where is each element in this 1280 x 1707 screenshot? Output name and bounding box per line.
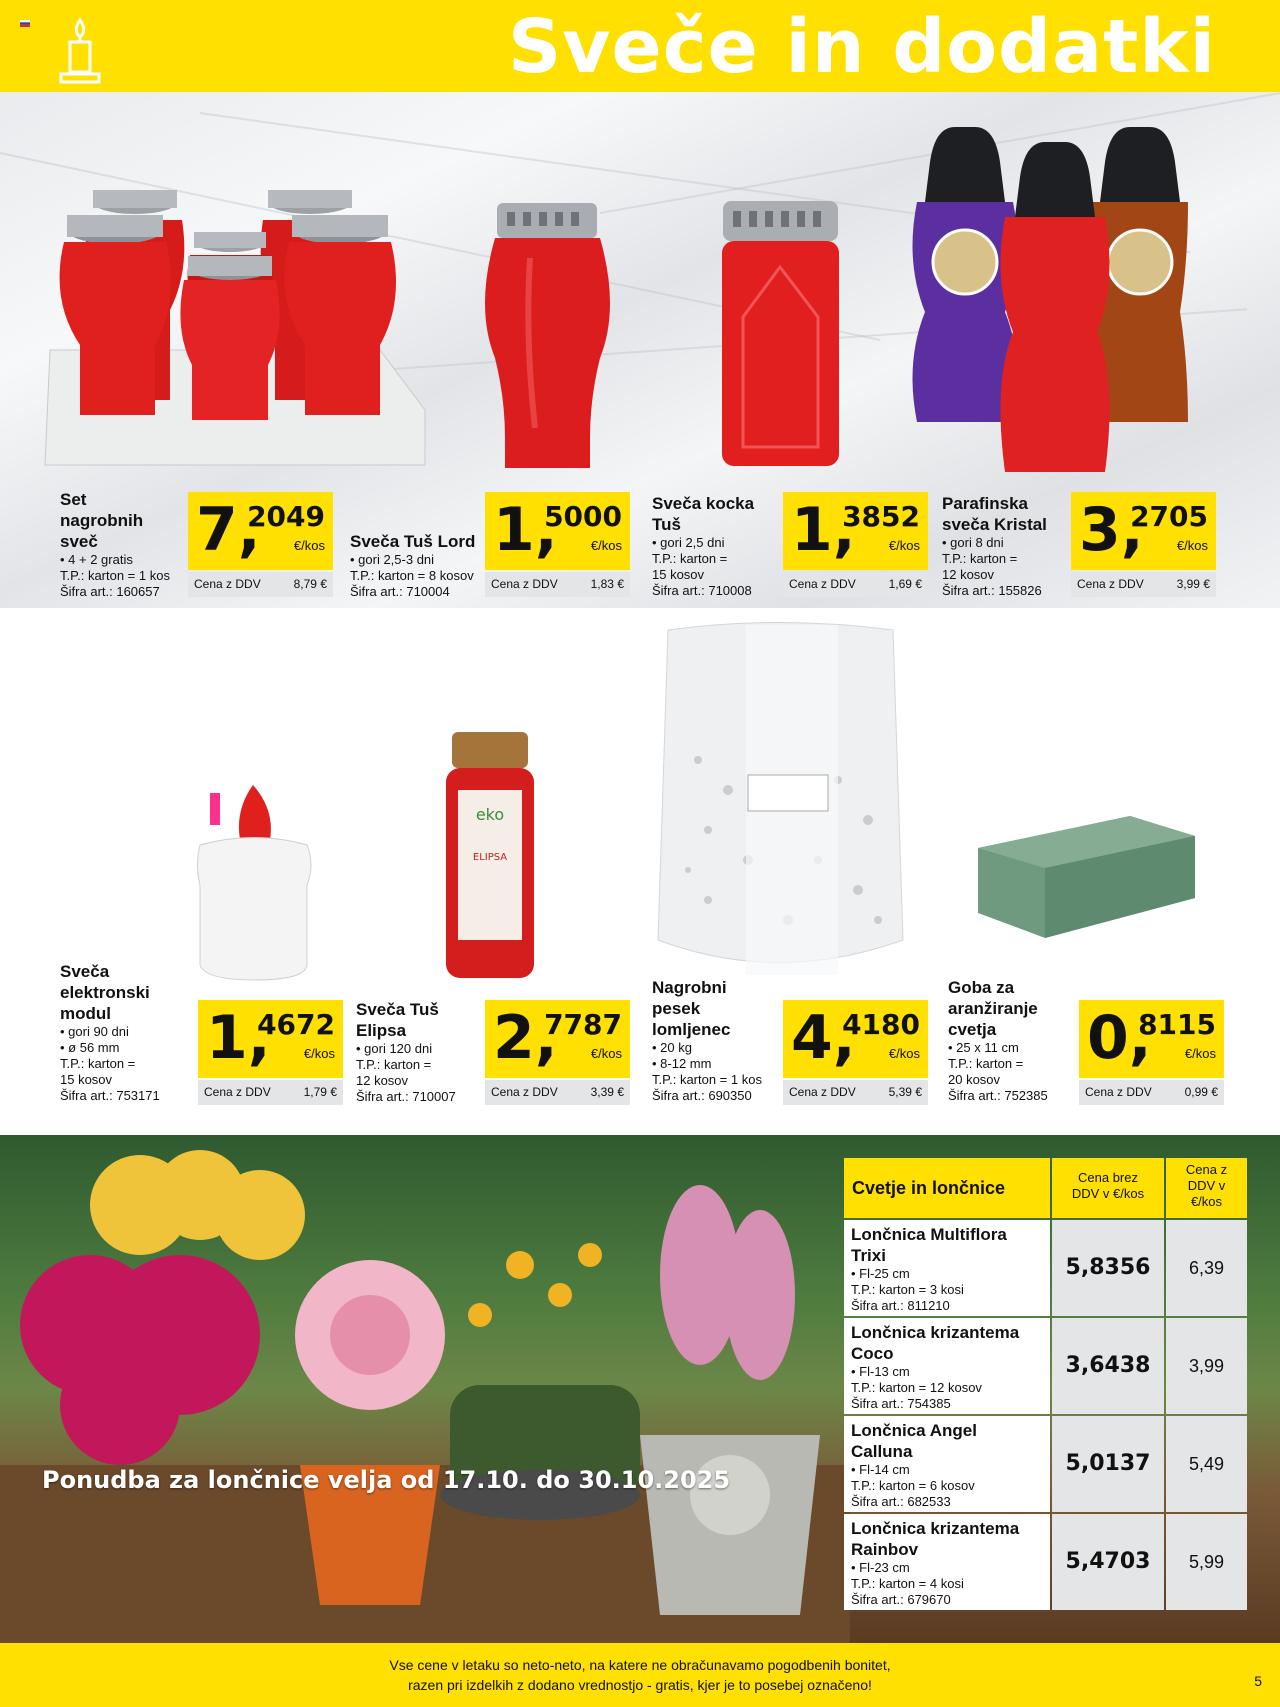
page-footer [0,1643,1280,1707]
footer-note: Vse cene v letaku so neto-neto, na katere ne obračunavamo pogodbenih bonitet, razen pri izdelkih z dodano vrednostjo - gratis, kjer je to posebej označeno! [389,1657,891,1693]
product-goba-za-aranziranje: Goba za aranžiranje cvetja • 25 x 11 cm T.P.: karton = 20 kosov Šifra art.: 752385 [948,978,1048,1103]
flag-icon [20,20,30,27]
price-box: 1, 5000 €/kos Cena z DDV 1,83 € [485,492,630,600]
product-sveca-tus-lord: Sveča Tuš Lord • gori 2,5-3 dni T.P.: karton = 8 kosov Šifra art.: 710004 [350,532,476,599]
price-box: 2, 7787 €/kos Cena z DDV 3,39 € [485,1000,630,1108]
table-row: Lončnica Multiflora Trixi • Fl-25 cm T.P.: karton = 3 kosi Šifra art.: 811210 5,8356 6,39 [844,1220,1247,1316]
promo-validity: Ponudba za lončnice velja od 17.10. do 30.10.2025 [42,1466,731,1494]
product-sveca-elektronski-modul: Sveča elektronski modul • gori 90 dni • ø 56 mm T.P.: karton = 15 kosov Šifra art.: 753171 [60,962,160,1103]
gravel-bag-image [648,620,913,985]
product-nagrobni-pesek-lomljenec: Nagrobni pesek lomljenec • 20 kg • 8-12 mm T.P.: karton = 1 kos Šifra art.: 690350 [652,978,762,1103]
svg-text:ELIPSA: ELIPSA [472,852,508,863]
price-box: 7, 2049 €/kos Cena z DDV 8,79 € [188,492,333,600]
price-box: 4, 4180 €/kos Cena z DDV 5,39 € [783,1000,928,1108]
page-title: Sveče in dodatki [507,4,1216,90]
product-set-nagrobnih-svec: Set nagrobnih sveč • 4 + 2 gratis T.P.: karton = 1 kos Šifra art.: 160657 [60,490,170,599]
svg-text:eko: eko [475,805,505,824]
table-header: Cvetje in lončnice Cena brez DDV v €/kos Cena z DDV v €/kos [844,1158,1247,1218]
flowers-photo [0,1135,850,1643]
candle-lord-image [475,198,620,483]
candle-set-image [40,180,430,470]
electronic-module-image [195,785,315,985]
product-sveca-tus-elipsa: Sveča Tuš Elipsa • gori 120 dni T.P.: karton = 12 kosov Šifra art.: 710007 [356,1000,456,1104]
candle-kocka-image [718,197,843,472]
table-row: Lončnica krizantema Coco • Fl-13 cm T.P.: karton = 12 kosov Šifra art.: 754385 3,6438 3,99 [844,1318,1247,1414]
price-box: 1, 4672 €/kos Cena z DDV 1,79 € [198,1000,343,1108]
price-box: 3, 2705 €/kos Cena z DDV 3,99 € [1071,492,1216,600]
price-box: 0, 8115 €/kos Cena z DDV 0,99 € [1079,1000,1224,1108]
price-box: 1, 3852 €/kos Cena z DDV 1,69 € [783,492,928,600]
table-row: Lončnica Angel Calluna • Fl-14 cm T.P.: karton = 6 kosov Šifra art.: 682533 5,0137 5,49 [844,1416,1247,1512]
page-header [0,0,1280,92]
product-sveca-kocka-tus: Sveča kocka Tuš • gori 2,5 dni T.P.: karton = 15 kosov Šifra art.: 710008 [652,494,755,598]
page-number: 5 [1254,1673,1262,1689]
candle-kristal-image [905,122,1190,482]
candle-icon [58,18,102,86]
product-parafinska-sveca-kristal: Parafinska sveča Kristal • gori 8 dni T.P.: karton = 12 kosov Šifra art.: 155826 [942,494,1047,598]
floral-foam-image [970,808,1200,948]
table-row: Lončnica krizantema Rainbov • Fl-23 cm T.P.: karton = 4 kosi Šifra art.: 679670 5,4703 5,99 [844,1514,1247,1610]
candle-elipsa-image [440,730,540,985]
